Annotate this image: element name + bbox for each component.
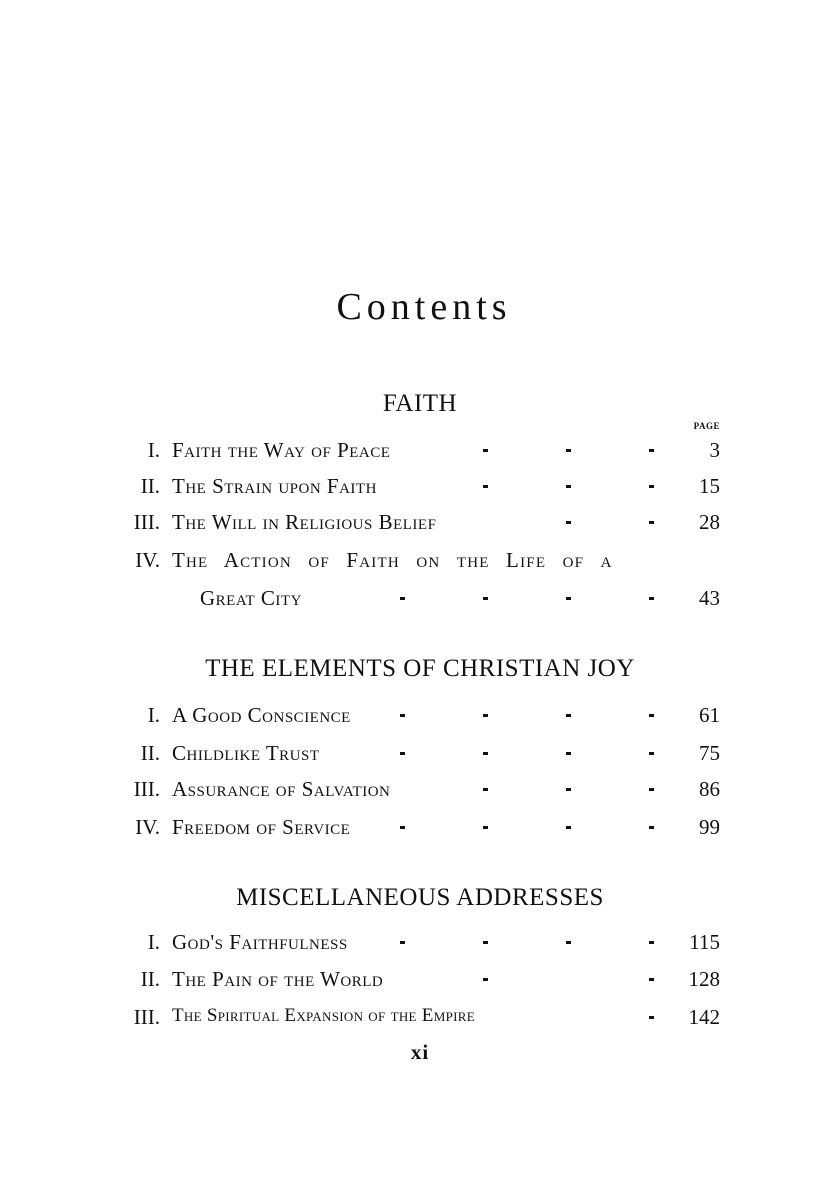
entry-title: The Will in Religious Belief	[172, 510, 437, 534]
leader-dot	[483, 714, 488, 717]
leader-dot	[649, 826, 654, 829]
entry-number: III.	[133, 777, 160, 801]
page-folio: xi	[410, 1040, 430, 1064]
toc-entry[interactable]	[0, 438, 840, 470]
entry-number: II.	[140, 474, 160, 498]
entry-title: The Strain upon Faith	[172, 474, 377, 498]
toc-entry[interactable]	[0, 1005, 840, 1037]
leader-dot	[649, 978, 654, 981]
leader-dot	[649, 941, 654, 944]
toc-entry-continuation[interactable]	[0, 586, 840, 618]
leader-dot	[483, 788, 488, 791]
leader-dot	[483, 752, 488, 755]
leader-dot	[483, 978, 488, 981]
leader-dot	[649, 788, 654, 791]
entry-title: The Spiritual Expansion of the Empire	[172, 1005, 475, 1026]
entry-page: 86	[699, 777, 720, 801]
entry-page: 28	[699, 510, 720, 534]
toc-entry[interactable]	[0, 930, 840, 962]
entry-number: III.	[133, 510, 160, 534]
entry-number: III.	[133, 1005, 160, 1029]
leader-dot	[400, 714, 405, 717]
entry-number: I.	[147, 930, 160, 954]
leader-dot	[483, 449, 488, 452]
entry-number: I.	[147, 703, 160, 727]
leader-dot	[483, 941, 488, 944]
entry-page: 61	[699, 703, 720, 727]
leader-dot	[649, 1016, 654, 1019]
toc-entry[interactable]	[0, 474, 840, 506]
entry-title: Faith the Way of Peace	[172, 438, 391, 462]
entry-page: 15	[699, 474, 720, 498]
entry-number: II.	[140, 967, 160, 991]
leader-dot	[483, 597, 488, 600]
entry-title: God's Faithfulness	[172, 930, 348, 954]
entry-title: Freedom of Service	[172, 815, 351, 839]
entry-title: A Good Conscience	[172, 703, 351, 727]
leader-dot	[649, 485, 654, 488]
leader-dot	[400, 826, 405, 829]
leader-dot	[649, 449, 654, 452]
entry-page: 75	[699, 741, 720, 765]
entry-number: I.	[147, 438, 160, 462]
toc-entry[interactable]	[0, 967, 840, 999]
leader-dot	[566, 485, 571, 488]
entry-title-continuation: Great City	[200, 586, 302, 610]
leader-dot	[400, 597, 405, 600]
leader-dot	[649, 597, 654, 600]
section-heading-faith: FAITH	[382, 390, 458, 417]
page-title: Contents	[336, 286, 512, 328]
leader-dot	[483, 485, 488, 488]
entry-page: 99	[699, 815, 720, 839]
leader-dot	[649, 521, 654, 524]
entry-page: 3	[709, 438, 720, 462]
leader-dot	[400, 941, 405, 944]
leader-dot	[566, 788, 571, 791]
leader-dot	[649, 714, 654, 717]
entry-page: 142	[688, 1005, 720, 1029]
leader-dot	[649, 752, 654, 755]
toc-entry[interactable]	[0, 703, 840, 735]
toc-entry[interactable]	[0, 510, 840, 542]
section-heading-miscellaneous: MISCELLANEOUS ADDRESSES	[236, 884, 604, 911]
entry-title: The Pain of the World	[172, 967, 384, 991]
entry-title: The Action of Faith on the Life of a	[172, 548, 613, 572]
leader-dot	[566, 597, 571, 600]
entry-number: IV.	[135, 815, 160, 839]
entry-page: 43	[699, 586, 720, 610]
leader-dot	[400, 752, 405, 755]
leader-dot	[566, 521, 571, 524]
leader-dot	[566, 449, 571, 452]
leader-dot	[566, 752, 571, 755]
leader-dot	[566, 714, 571, 717]
leader-dot	[566, 826, 571, 829]
entry-title: Childlike Trust	[172, 741, 320, 765]
entry-page: 115	[689, 930, 720, 954]
entry-number: IV.	[135, 548, 160, 572]
page-column-label: PAGE	[693, 421, 720, 431]
toc-entry[interactable]	[0, 741, 840, 773]
entry-title: Assurance of Salvation	[172, 777, 391, 801]
toc-entry[interactable]	[0, 815, 840, 847]
entry-page: 128	[688, 967, 720, 991]
leader-dot	[566, 941, 571, 944]
section-heading-christian-joy: THE ELEMENTS OF CHRISTIAN JOY	[205, 655, 635, 682]
entry-number: II.	[140, 741, 160, 765]
leader-dot	[483, 826, 488, 829]
toc-entry[interactable]	[0, 777, 840, 809]
toc-entry[interactable]	[0, 548, 840, 580]
